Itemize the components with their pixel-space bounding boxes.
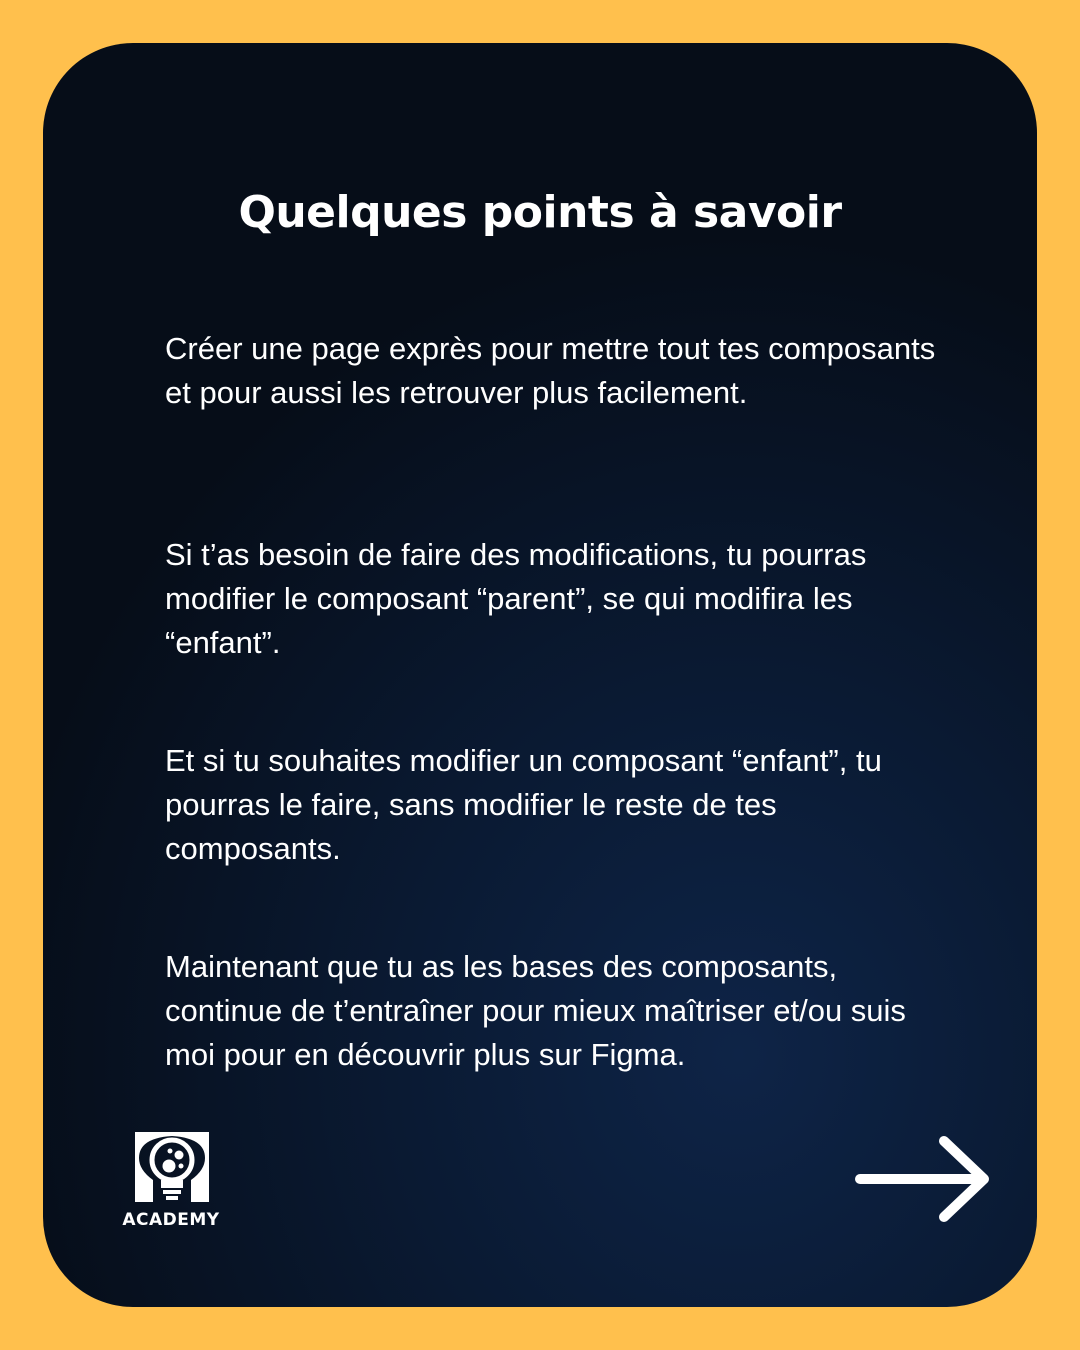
- tip-paragraph-4: Maintenant que tu as les bases des composants, continue de t’entraîner pour mieux maîtriser et/ou suis moi pour en découvrir plus sur Figma.: [165, 949, 906, 1072]
- tip-paragraph-1: Créer une page exprès pour mettre tout tes composants et pour aussi les retrouver plus facilement.: [165, 331, 936, 410]
- arrow-right-icon[interactable]: [848, 1133, 998, 1225]
- academy-logo: [113, 1126, 233, 1236]
- tip-paragraph-3: Et si tu souhaites modifier un composant “enfant”, tu pourras le faire, sans modifier le reste de tes composants.: [165, 743, 882, 866]
- logo-text: ACADEMY: [122, 1210, 220, 1230]
- tip-paragraph-2: Si t’as besoin de faire des modifications, tu pourras modifier le composant “parent”, se qui modifira les “enfant”.: [165, 537, 867, 660]
- slide-title: Quelques points à savoir: [238, 187, 842, 238]
- lightbulb-logo-icon: [131, 1130, 213, 1210]
- slide-card: [43, 43, 1037, 1307]
